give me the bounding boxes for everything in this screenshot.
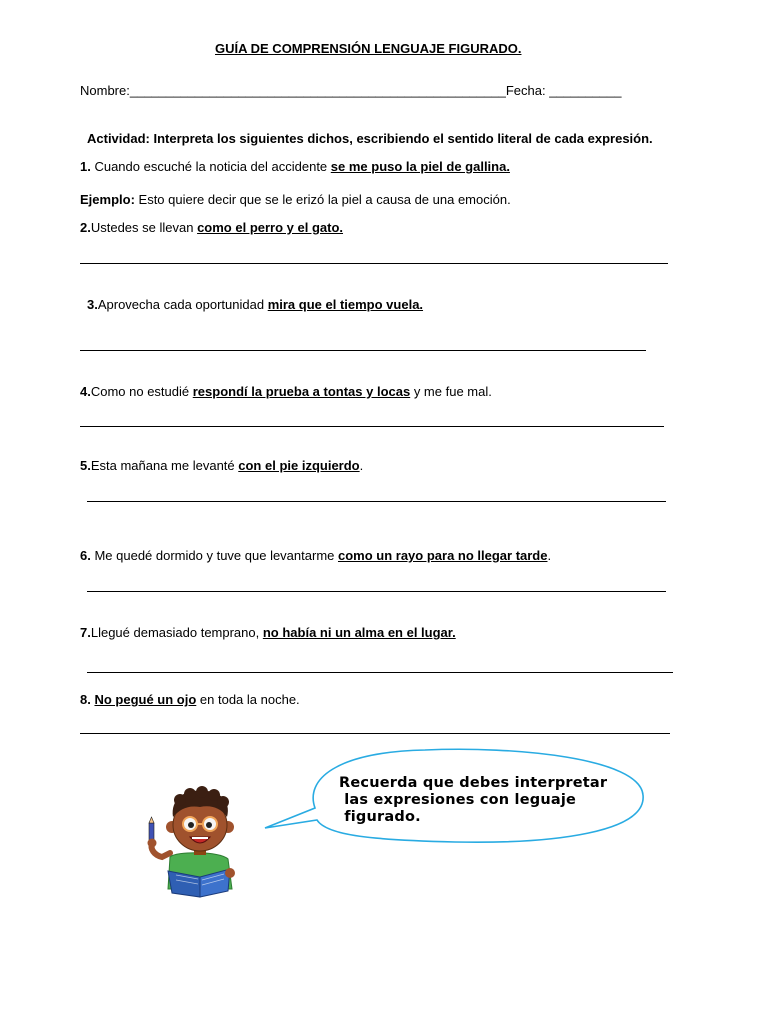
name-label: Nombre: (80, 83, 130, 98)
date-field[interactable]: __________ (549, 83, 622, 98)
item-number: 2. (80, 220, 91, 235)
item-3 (87, 297, 423, 312)
item-text-after: en toda la noche. (196, 692, 300, 707)
item-phrase: mira que el tiempo vuela. (267, 297, 424, 312)
item-text: Como no estudié (90, 384, 193, 399)
item-text: Ustedes se llevan (90, 220, 198, 235)
answer-line-4[interactable] (80, 426, 664, 427)
item-2 (80, 220, 343, 235)
answer-line-5[interactable] (87, 501, 666, 502)
item-phrase: con el pie izquierdo (238, 458, 360, 473)
answer-line-6[interactable] (87, 591, 666, 592)
bubble-line-2: las expresiones con leguaje (339, 792, 577, 808)
item-phrase: no había ni un alma en el lugar. (262, 625, 456, 640)
activity-instruction: Actividad: Interpreta los siguientes dichos, escribiendo el sentido literal de cada expresión. (87, 131, 653, 146)
item-text-after: y me fue mal. (410, 384, 492, 399)
item-text: Me quedé dormido y tuve que levantarme (90, 548, 338, 563)
item-text-after: . (547, 548, 552, 563)
item-text: Esta mañana me levanté (90, 458, 239, 473)
item-phrase: No pegué un ojo (94, 692, 197, 707)
boy-reading-illustration (140, 785, 250, 900)
answer-line-3[interactable] (80, 350, 646, 351)
example (80, 192, 511, 207)
answer-line-8[interactable] (80, 733, 670, 734)
answer-line-7[interactable] (87, 672, 673, 673)
example-text: Esto quiere decir que se le erizó la piel a causa de una emoción. (134, 192, 511, 207)
item-number: 8. (80, 692, 91, 707)
item-text-after: . (359, 458, 364, 473)
example-label: Ejemplo: (80, 192, 135, 207)
item-phrase: se me puso la piel de gallina. (330, 159, 510, 174)
item-number: 1. (80, 159, 91, 174)
bubble-line-1: Recuerda que debes interpretar (339, 775, 608, 791)
item-5 (80, 458, 363, 473)
item-number: 5. (80, 458, 91, 473)
answer-line-2[interactable] (80, 263, 668, 264)
item-number: 7. (80, 625, 91, 640)
item-8 (80, 692, 300, 707)
item-number: 4. (80, 384, 91, 399)
item-phrase: respondí la prueba a tontas y locas (192, 384, 411, 399)
bubble-line-3: figurado. (339, 809, 421, 825)
item-phrase: como un rayo para no llegar tarde (337, 548, 548, 563)
page-title: GUÍA DE COMPRENSIÓN LENGUAJE FIGURADO. (215, 41, 522, 56)
item-4 (80, 384, 492, 399)
bubble-text (339, 775, 607, 826)
item-number: 3. (87, 297, 98, 312)
item-7 (80, 625, 456, 640)
name-date-row (80, 83, 622, 98)
item-1 (80, 159, 510, 174)
item-text: Aprovecha cada oportunidad (97, 297, 268, 312)
name-field[interactable]: ____________________________________________________ (129, 83, 506, 98)
item-number: 6. (80, 548, 91, 563)
date-label: Fecha: (505, 83, 550, 98)
item-phrase: como el perro y el gato. (197, 220, 344, 235)
item-6 (80, 548, 551, 563)
item-text: Llegué demasiado temprano, (90, 625, 263, 640)
item-text: Cuando escuché la noticia del accidente (90, 159, 331, 174)
